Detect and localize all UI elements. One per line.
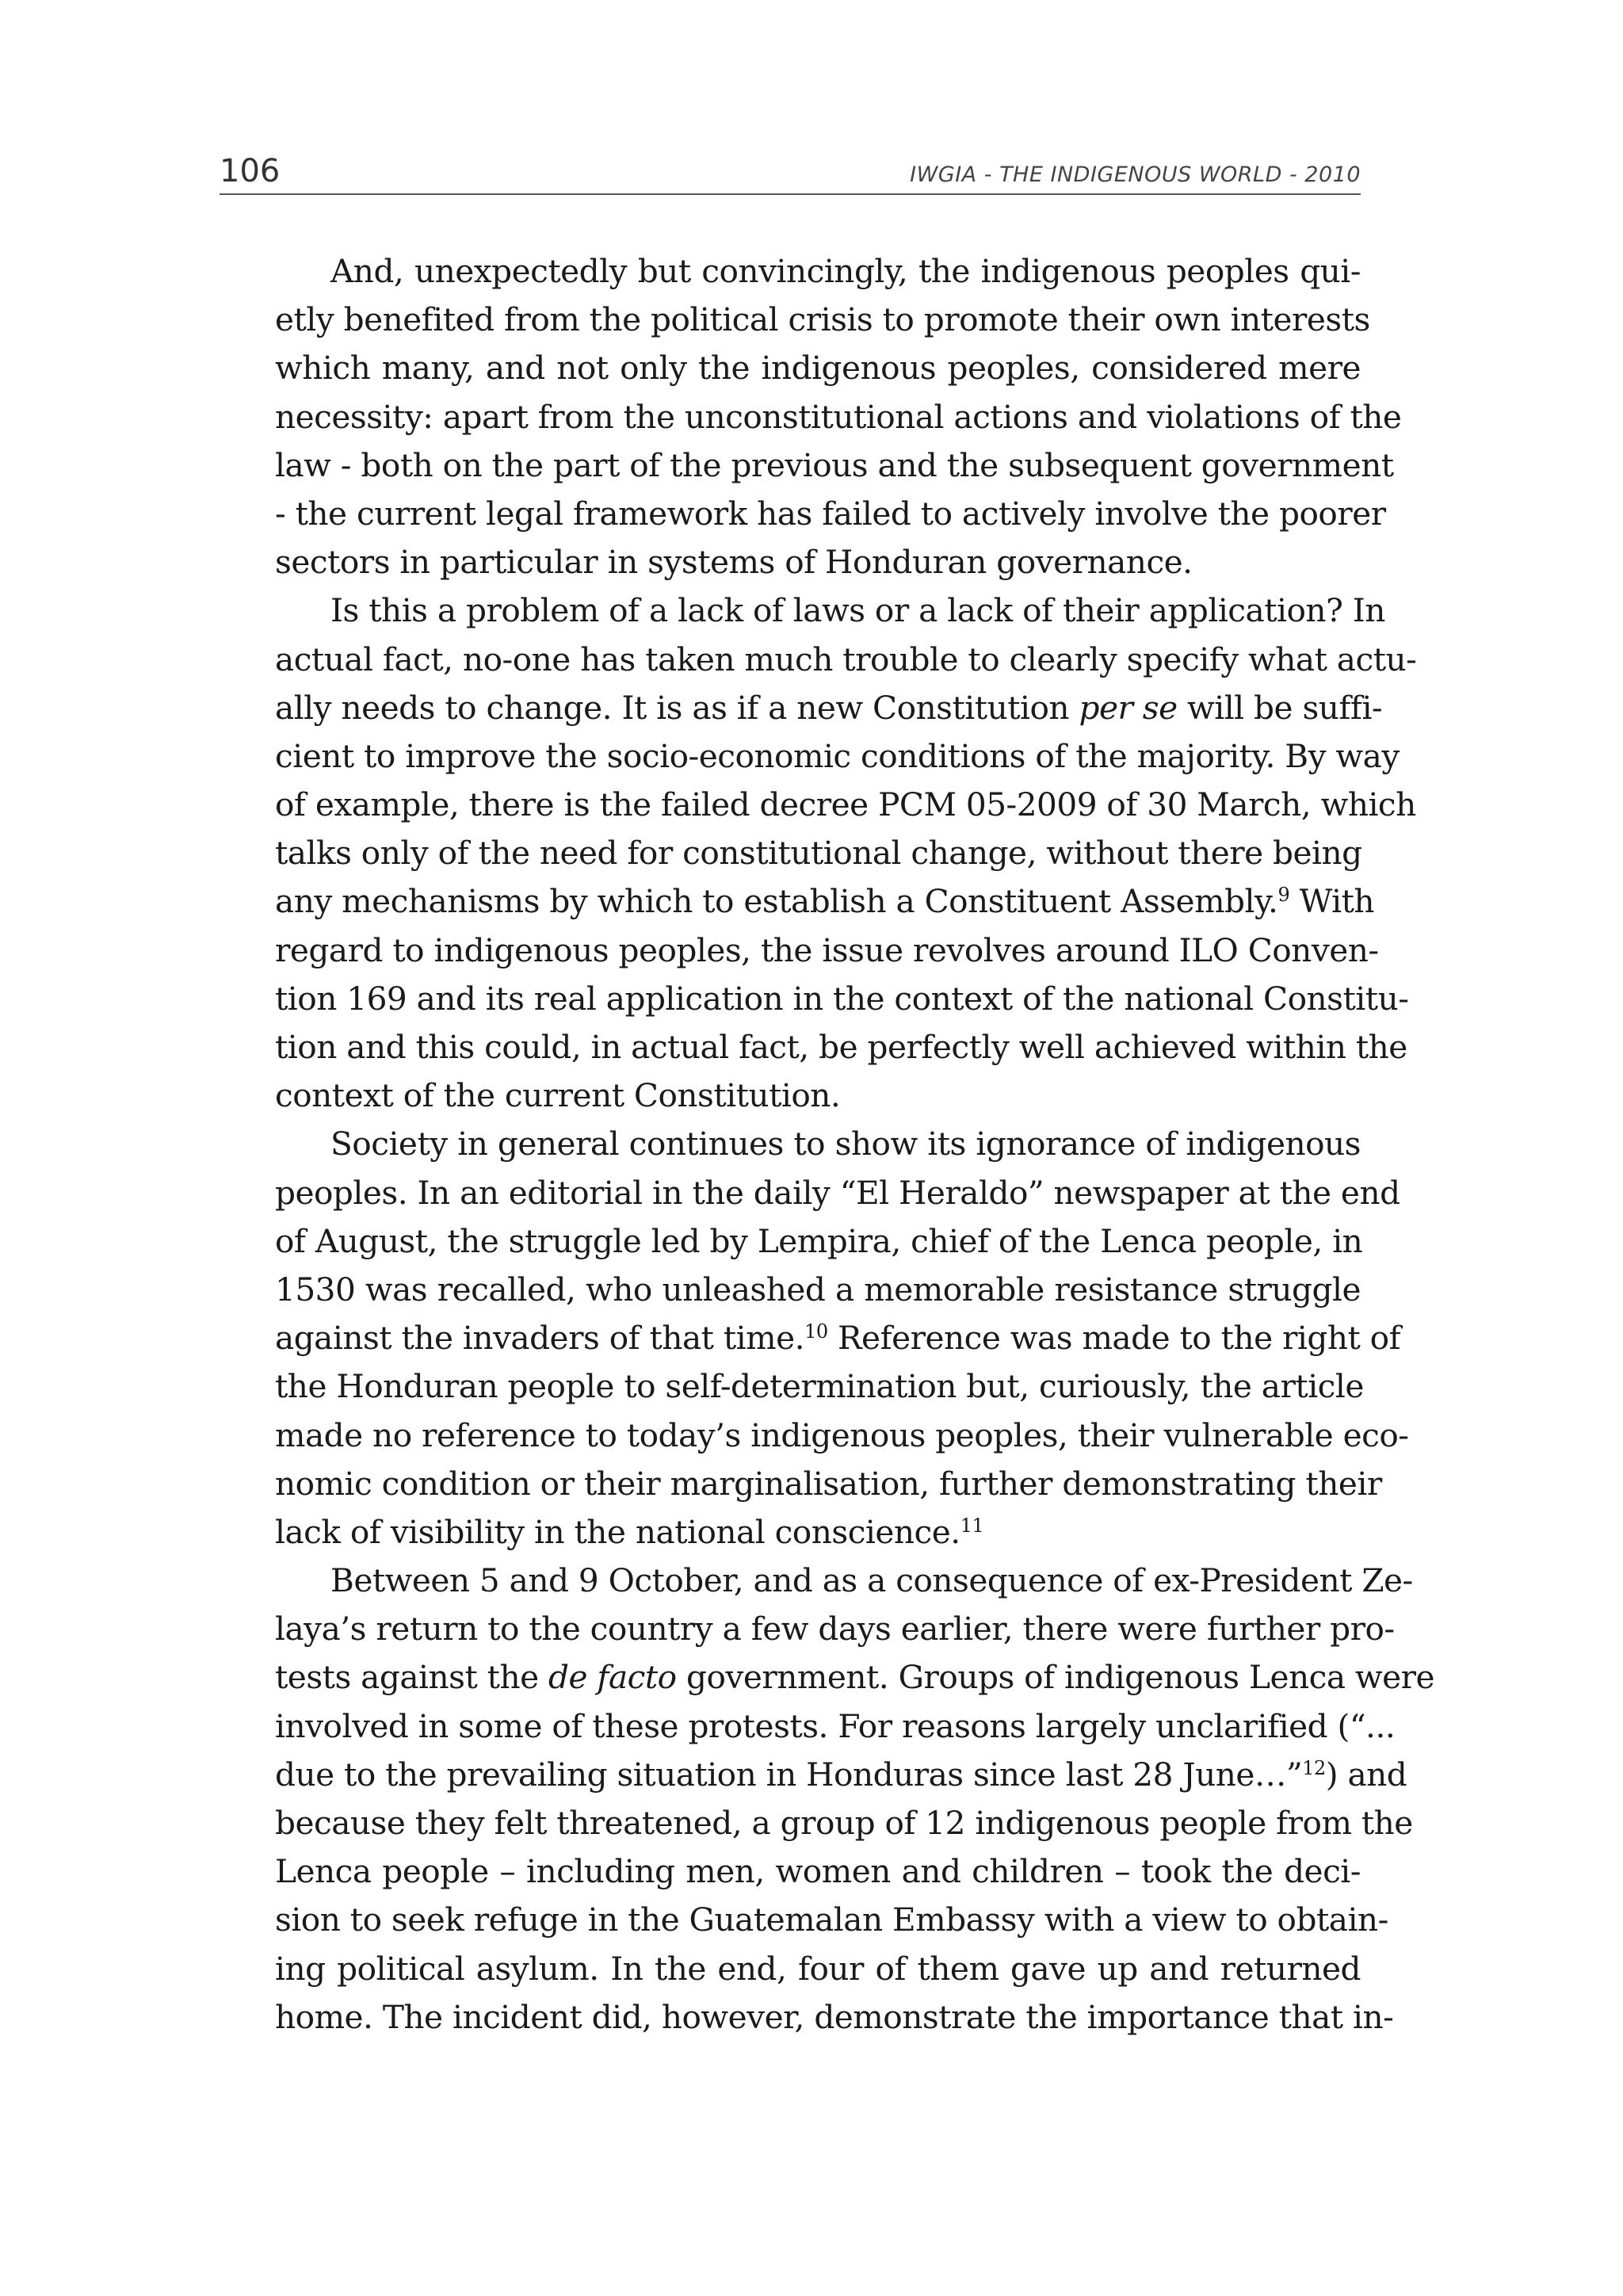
body-text [220,247,1435,2042]
text-line: - the current legal framework has failed to actively involve the poorer [275,494,1386,533]
running-title: IWGIA - THE INDIGENOUS WORLD - 2010 [910,162,1361,187]
text-segment: due to the prevailing situation in Honduras since last 28 June…” [275,1755,1303,1794]
text-segment: any mechanisms by which to establish a Constituent Assembly. [275,882,1278,921]
text-line: nomic condition or their marginalisation, further demonstrating their [275,1464,1382,1503]
running-header [220,152,1361,195]
text-line: the Honduran people to self-determination but, curiously, the article [275,1367,1364,1406]
text-line: peoples. In an editorial in the daily “El Heraldo” newspaper at the end [275,1173,1400,1212]
italic-term: per se [1079,688,1178,727]
text-line: made no reference to today’s indigenous peoples, their vulnerable eco- [275,1415,1409,1454]
text-line: of August, the struggle led by Lempira, chief of the Lenca people, in [275,1221,1363,1260]
text-line: of example, there is the failed decree PCM 05-2009 of 30 March, which [275,785,1416,824]
text-line: home. The incident did, however, demonstrate the importance that in- [275,1997,1394,2036]
text-segment: against the invaders of that time. [275,1319,805,1358]
text-line: tion 169 and its real application in the context of the national Constitu- [275,979,1409,1018]
text-segment: With [1289,882,1375,921]
text-line [220,1314,1401,1362]
italic-term: de facto [548,1658,677,1697]
text-line [220,877,1375,926]
text-line: cient to improve the socio-economic conditions of the majority. By way [275,736,1400,775]
footnote-ref[interactable]: 9 [1277,884,1290,907]
footnote-ref[interactable]: 10 [804,1320,828,1343]
text-segment: Reference was made to the right of [827,1319,1401,1358]
paragraph-3 [220,1120,1409,1557]
text-line: context of the current Constitution. [275,1076,841,1115]
text-segment: lack of visibility in the national conscience. [275,1512,960,1551]
text-line: sectors in particular in systems of Honduran governance. [275,543,1193,582]
footnote-ref[interactable]: 12 [1302,1756,1326,1779]
text-line: regard to indigenous peoples, the issue revolves around ILO Conven- [275,930,1379,969]
text-line: Is this a problem of a lack of laws or a lack of their application? In [330,591,1385,630]
text-line: laya’s return to the country a few days earlier, there were further pro- [275,1610,1395,1648]
footnote-ref[interactable]: 11 [960,1514,984,1537]
text-line: 1530 was recalled, who unleashed a memorable resistance struggle [275,1270,1361,1308]
paragraph-1 [220,247,1402,586]
text-line: necessity: apart from the unconstitutional actions and violations of the [275,397,1402,436]
text-line: And, unexpectedly but convincingly, the indigenous peoples qui- [330,252,1361,290]
paragraph-4 [220,1557,1435,2042]
text-line: etly benefited from the political crisis to promote their own interests [275,300,1370,339]
text-line: actual fact, no-one has taken much trouble to clearly specify what actu- [275,640,1417,678]
text-line: Lenca people – including men, women and children – took the deci- [275,1852,1361,1891]
text-line: talks only of the need for constitutional change, without there being [275,834,1362,873]
text-segment: ) and [1325,1755,1407,1794]
text-line [220,1508,1361,1557]
text-segment: ally needs to change. It is as if a new Constitution [275,688,1079,727]
text-line [220,1653,1435,1702]
text-line: involved in some of these protests. For reasons largely unclarified (“... [275,1706,1396,1745]
text-line: which many, and not only the indigenous peoples, considered mere [275,349,1361,388]
text-line: because they felt threatened, a group of 12 indigenous people from the [275,1804,1413,1842]
text-segment: tests against the [275,1658,549,1697]
text-line: sion to seek refuge in the Guatemalan Embassy with a view to obtain- [275,1901,1388,1939]
page-number: 106 [220,153,281,189]
text-segment: will be suffi- [1177,688,1383,727]
text-line [220,1751,1407,1799]
text-segment: government. Groups of indigenous Lenca were [676,1658,1435,1697]
text-line: Between 5 and 9 October, and as a consequence of ex-President Ze- [330,1561,1413,1600]
paragraph-2 [220,586,1417,1120]
text-line: Society in general continues to show its ignorance of indigenous [330,1125,1361,1163]
text-line: law - both on the part of the previous and the subsequent government [275,445,1394,484]
text-line: ing political asylum. In the end, four of them gave up and returned [275,1949,1361,1988]
text-line [220,684,1383,732]
text-line: tion and this could, in actual fact, be perfectly well achieved within the [275,1028,1407,1066]
